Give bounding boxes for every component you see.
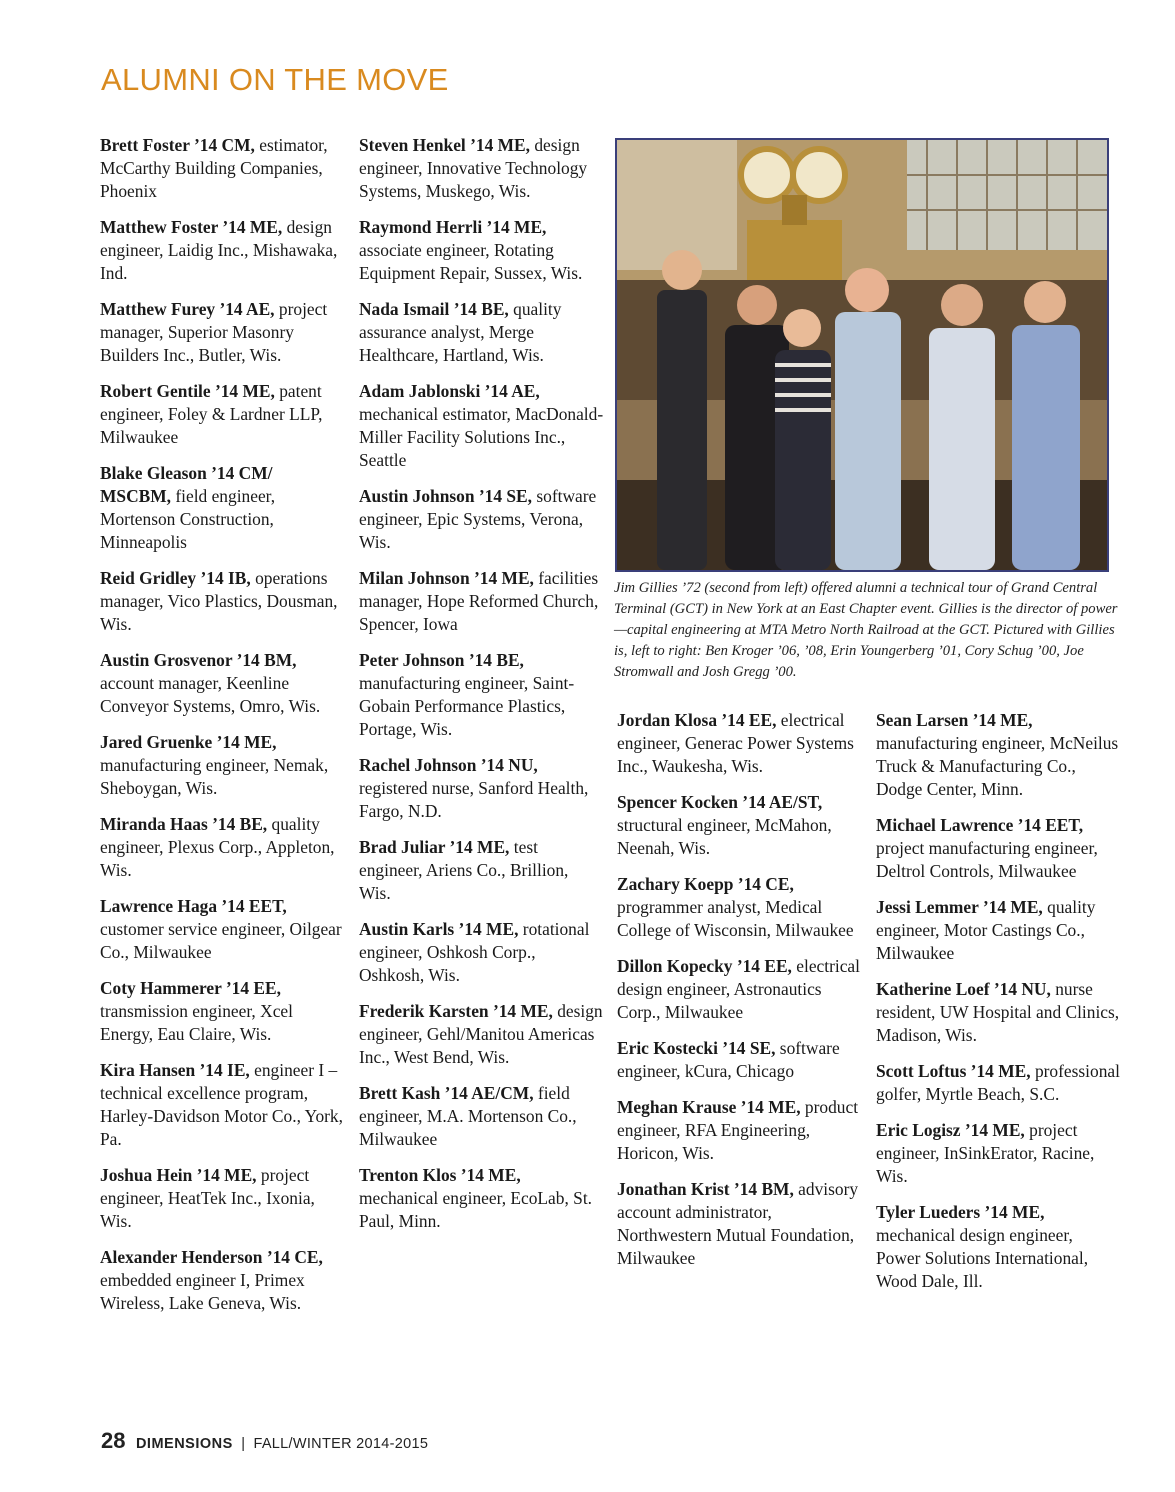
alumni-name: Miranda Haas ’14 BE, [100,814,268,834]
alumni-entry [100,813,345,882]
alumni-entry [876,896,1121,965]
alumni-entry [359,380,604,472]
magazine-name: DIMENSIONS [135,1436,233,1452]
alumni-details: quality engineer, Plexus Corp., Appleton, Wis. [100,814,335,880]
alumni-name: Blake Gleason ’14 CM/ MSCBM, [100,463,273,506]
alumni-entry [617,709,862,778]
alumni-details: engineer I – technical excellence program, Harley-Davidson Motor Co., York, Pa. [100,1060,343,1149]
alumni-entry [359,1082,604,1151]
alumni-name: Jessi Lemmer ’14 ME, [876,897,1043,917]
alumni-entry [100,380,345,449]
alumni-entry [876,1119,1121,1188]
alumni-details: nurse resident, UW Hospital and Clinics, Madison, Wis. [876,979,1120,1045]
alumni-name: Austin Grosvenor ’14 BM, [100,650,297,670]
group-photo-illustration [617,140,1107,570]
alumni-details: design engineer, Laidig Inc., Mishawaka, Ind. [100,217,338,283]
alumni-name: Steven Henkel ’14 ME, [359,135,530,155]
alumni-name: Adam Jablonski ’14 AE, [359,381,540,401]
page-number: 28 [101,1428,126,1453]
alumni-name: Alexander Henderson ’14 CE, [100,1247,323,1267]
alumni-entry [100,462,345,554]
alumni-name: Zachary Koepp ’14 CE, [617,874,794,894]
entries-column-4 [876,709,1121,1306]
alumni-entry [876,978,1121,1047]
alumni-details: manufacturing engineer, Nemak, Sheboygan, Wis. [100,755,329,798]
alumni-entry [359,1000,604,1069]
alumni-name: Trenton Klos ’14 ME, [359,1165,521,1185]
alumni-name: Frederik Karsten ’14 ME, [359,1001,553,1021]
alumni-entry [100,977,345,1046]
alumni-details: quality assurance analyst, Merge Healthcare, Hartland, Wis. [359,299,562,365]
alumni-details: advisory account administrator, Northwestern Mutual Foundation, Milwaukee [617,1179,859,1268]
alumni-name: Robert Gentile ’14 ME, [100,381,275,401]
alumni-details: associate engineer, Rotating Equipment Repair, Sussex, Wis. [359,240,583,283]
alumni-entry [359,754,604,823]
alumni-details: field engineer, M.A. Mortenson Co., Milwaukee [359,1083,577,1149]
alumni-name: Michael Lawrence ’14 EET, [876,815,1084,835]
alumni-entry [100,895,345,964]
alumni-details: design engineer, Gehl/Manitou Americas Inc., West Bend, Wis. [359,1001,603,1067]
alumni-name: Joshua Hein ’14 ME, [100,1165,257,1185]
alumni-name: Brett Kash ’14 AE/CM, [359,1083,534,1103]
alumni-details: mechanical engineer, EcoLab, St. Paul, Minn. [359,1188,593,1231]
alumni-details: professional golfer, Myrtle Beach, S.C. [876,1061,1120,1104]
alumni-details: programmer analyst, Medical College of Wisconsin, Milwaukee [617,897,854,940]
alumni-details: customer service engineer, Oilgear Co., Milwaukee [100,919,342,962]
page-title: ALUMNI ON THE MOVE [101,62,449,97]
alumni-entry [359,298,604,367]
alumni-details: electrical engineer, Generac Power Systems Inc., Waukesha, Wis. [617,710,854,776]
alumni-name: Peter Johnson ’14 BE, [359,650,524,670]
alumni-name: Lawrence Haga ’14 EET, [100,896,287,916]
alumni-entry [617,1096,862,1165]
alumni-entry [617,955,862,1024]
alumni-details: mechanical estimator, MacDonald-Miller Facility Solutions Inc., Seattle [359,404,604,470]
alumni-details: account manager, Keenline Conveyor Systems, Omro, Wis. [100,673,321,716]
alumni-name: Katherine Loef ’14 NU, [876,979,1051,999]
alumni-details: manufacturing engineer, Saint-Gobain Performance Plastics, Portage, Wis. [359,673,575,739]
alumni-entry [100,1164,345,1233]
alumni-details: software engineer, kCura, Chicago [617,1038,840,1081]
alumni-entry [100,731,345,800]
alumni-name: Reid Gridley ’14 IB, [100,568,251,588]
alumni-name: Matthew Foster ’14 ME, [100,217,283,237]
alumni-details: project engineer, HeatTek Inc., Ixonia, Wis. [100,1165,315,1231]
alumni-entry [617,1178,862,1270]
alumni-name: Meghan Krause ’14 ME, [617,1097,801,1117]
alumni-name: Jonathan Krist ’14 BM, [617,1179,794,1199]
alumni-entry [617,1037,862,1083]
entries-column-1 [100,134,345,1328]
alumni-details: quality engineer, Motor Castings Co., Milwaukee [876,897,1096,963]
alumni-details: embedded engineer I, Primex Wireless, Lake Geneva, Wis. [100,1270,305,1313]
alumni-details: transmission engineer, Xcel Energy, Eau Claire, Wis. [100,1001,293,1044]
alumni-name: Austin Karls ’14 ME, [359,919,519,939]
alumni-details: project engineer, InSinkErator, Racine, Wis. [876,1120,1095,1186]
alumni-details: project manufacturing engineer, Deltrol Controls, Milwaukee [876,838,1098,881]
alumni-name: Sean Larsen ’14 ME, [876,710,1033,730]
alumni-entry [100,1246,345,1315]
alumni-name: Coty Hammerer ’14 EE, [100,978,281,998]
alumni-name: Eric Kostecki ’14 SE, [617,1038,776,1058]
alumni-entry [876,814,1121,883]
alumni-entry [359,918,604,987]
alumni-entry [876,1201,1121,1293]
entries-column-2 [359,134,604,1246]
alumni-details: structural engineer, McMahon, Neenah, Wis. [617,815,832,858]
alumni-details: field engineer, Mortenson Construction, Minneapolis [100,486,276,552]
alumni-details: software engineer, Epic Systems, Verona, Wis. [359,486,597,552]
alumni-name: Kira Hansen ’14 IE, [100,1060,250,1080]
photo-caption: Jim Gillies ’72 (second from left) offered alumni a technical tour of Grand Central Terminal (GCT) in New York at an East Chapter event. Gillies is the director of power—capital engineering at MTA Metro North Railroad at the GCT. Pictured with Gillies is, left to right: Ben Kroger ’06, ’08, Erin Youngerberg ’01, Cory Schug ’00, Joe Stromwall and Josh Gregg ’00. [614,580,1118,680]
alumni-entry [359,1164,604,1233]
alumni-details: manufacturing engineer, McNeilus Truck & Manufacturing Co., Dodge Center, Minn. [876,733,1119,799]
alumni-details: rotational engineer, Oshkosh Corp., Oshkosh, Wis. [359,919,590,985]
alumni-details: design engineer, Innovative Technology Systems, Muskego, Wis. [359,135,588,201]
alumni-entry [100,216,345,285]
alumni-details: operations manager, Vico Plastics, Dousman, Wis. [100,568,338,634]
alumni-name: Nada Ismail ’14 BE, [359,299,509,319]
alumni-entry [359,485,604,554]
alumni-details: estimator, McCarthy Building Companies, Phoenix [100,135,328,201]
alumni-entry [617,873,862,942]
alumni-entry [359,567,604,636]
alumni-entry [359,836,604,905]
issue-label: FALL/WINTER 2014-2015 [253,1436,429,1452]
alumni-details: patent engineer, Foley & Lardner LLP, Milwaukee [100,381,323,447]
alumni-entry [100,298,345,367]
alumni-details: product engineer, RFA Engineering, Horicon, Wis. [617,1097,859,1163]
alumni-entry [100,567,345,636]
alumni-name: Spencer Kocken ’14 AE/ST, [617,792,823,812]
alumni-entry [876,1060,1121,1106]
alumni-entry [100,649,345,718]
alumni-name: Matthew Furey ’14 AE, [100,299,275,319]
alumni-details: electrical design engineer, Astronautics Corp., Milwaukee [617,956,860,1022]
alumni-entry [876,709,1121,801]
alumni-name: Austin Johnson ’14 SE, [359,486,533,506]
group-photo [615,138,1109,572]
alumni-name: Scott Loftus ’14 ME, [876,1061,1031,1081]
alumni-name: Brett Foster ’14 CM, [100,135,255,155]
page-footer [101,1428,428,1454]
alumni-entry [100,1059,345,1151]
alumni-entry [100,134,345,203]
alumni-name: Jordan Klosa ’14 EE, [617,710,777,730]
alumni-name: Milan Johnson ’14 ME, [359,568,534,588]
alumni-name: Jared Gruenke ’14 ME, [100,732,277,752]
alumni-entry [359,649,604,741]
alumni-name: Tyler Lueders ’14 ME, [876,1202,1045,1222]
alumni-details: facilities manager, Hope Reformed Church, Spencer, Iowa [359,568,599,634]
alumni-details: test engineer, Ariens Co., Brillion, Wis. [359,837,569,903]
alumni-name: Dillon Kopecky ’14 EE, [617,956,792,976]
alumni-entry [359,134,604,203]
alumni-entry [617,791,862,860]
alumni-details: registered nurse, Sanford Health, Fargo, N.D. [359,778,589,821]
alumni-name: Brad Juliar ’14 ME, [359,837,510,857]
alumni-details: project manager, Superior Masonry Builders Inc., Butler, Wis. [100,299,328,365]
alumni-name: Rachel Johnson ’14 NU, [359,755,538,775]
alumni-details: mechanical design engineer, Power Solutions International, Wood Dale, Ill. [876,1225,1089,1291]
alumni-name: Eric Logisz ’14 ME, [876,1120,1025,1140]
alumni-entry [359,216,604,285]
footer-separator: | [241,1436,246,1452]
entries-column-3 [617,709,862,1283]
alumni-name: Raymond Herrli ’14 ME, [359,217,547,237]
